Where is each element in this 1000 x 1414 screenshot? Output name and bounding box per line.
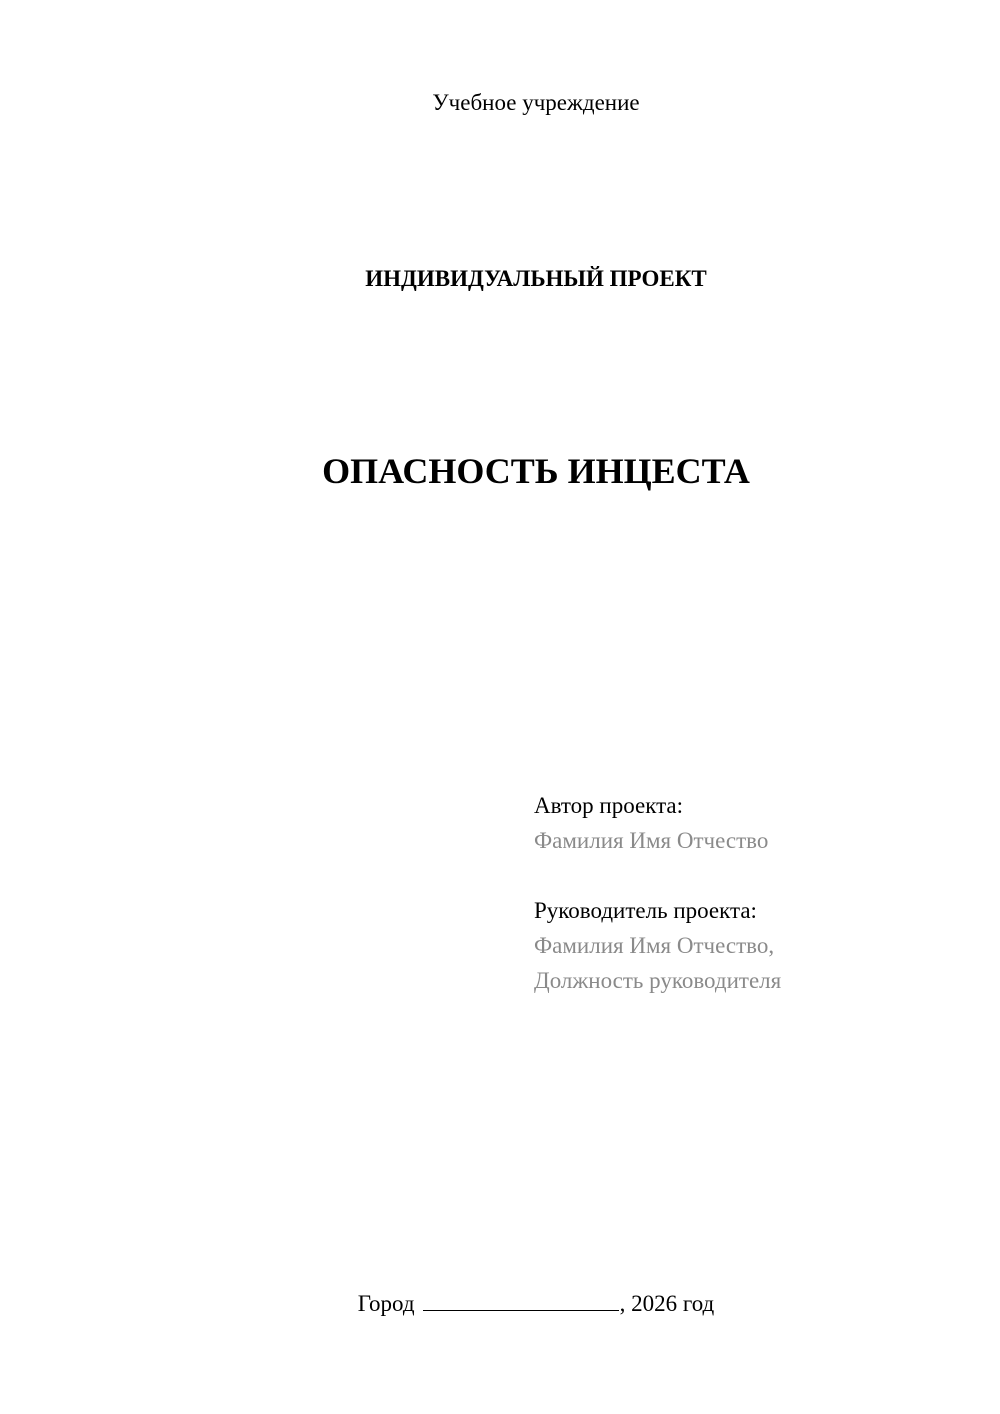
project-title: ОПАСНОСТЬ ИНЦЕСТА (322, 451, 750, 491)
city-blank-line (423, 1290, 619, 1311)
city-year-line (0, 1290, 1000, 1317)
year-text: , 2026 год (619, 1291, 715, 1316)
supervisor-position-placeholder: Должность руководителя (534, 968, 782, 993)
city-label: Город (357, 1291, 415, 1316)
project-info-block (534, 788, 781, 998)
spacer (534, 858, 781, 893)
institution-name: Учебное учреждение (432, 90, 640, 115)
author-label: Автор проекта: (534, 793, 683, 818)
author-name-placeholder: Фамилия Имя Отчество (534, 828, 769, 853)
project-type-heading: ИНДИВИДУАЛЬНЫЙ ПРОЕКТ (365, 266, 707, 291)
supervisor-name-placeholder: Фамилия Имя Отчество, (534, 933, 775, 958)
supervisor-label: Руководитель проекта: (534, 898, 757, 923)
